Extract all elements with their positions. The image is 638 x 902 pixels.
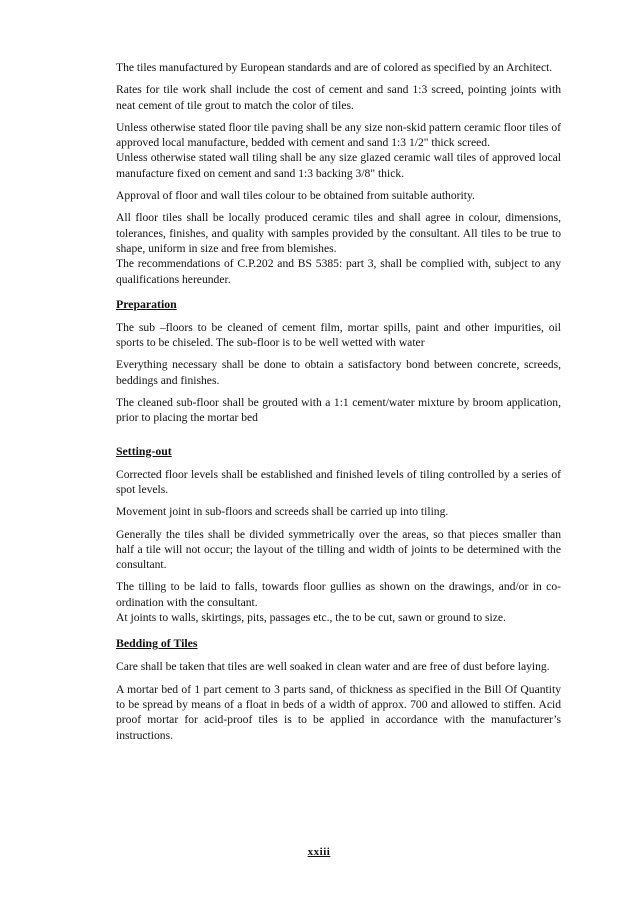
setting-out-paragraph-5: At joints to walls, skirtings, pits, passages etc., the to be cut, sawn or ground to size.: [116, 611, 506, 625]
section-heading-setting-out: Setting-out: [116, 443, 172, 458]
intro-paragraph-1: The tiles manufactured by European standards and are of colored as specified by an Architect.: [116, 61, 553, 74]
page-number: xxiii: [307, 846, 331, 858]
bedding-paragraph-1: Care shall be taken that tiles are well soaked in clean water and are free of dust before laying.: [116, 660, 550, 674]
intro-paragraph-7: The recommendations of C.P.202 and BS 5385: part 3, shall be complied with, subject to any qualifications hereunder.: [116, 257, 561, 286]
setting-out-paragraph-3: Generally the tiles shall be divided symmetrically over the areas, so that pieces smaller than half a tile will not occur; the layout of the tilling and width of joints to be determined with the consultant.: [116, 527, 561, 572]
intro-paragraph-3: Unless otherwise stated floor tile paving shall be any size non-skid pattern ceramic floor tiles of approved local manufacture, bedded with cement and sand 1:3 1/2" thick screed.: [116, 120, 561, 150]
bedding-paragraph-2: A mortar bed of 1 part cement to 3 parts sand, of thickness as specified in the Bill Of Quantity to be spread by means of a float in beds of a width of approx. 700 and allowed to stiffen. Acid proof mortar for acid-proof tiles is to be applied in accordance with the manufacturer’s instructions.: [116, 682, 561, 742]
intro-paragraph-5: Approval of floor and wall tiles colour to be obtained from suitable authority.: [116, 189, 475, 203]
preparation-paragraph-3: The cleaned sub-floor shall be grouted with a 1:1 cement/water mixture by broom application, prior to placing the mortar bed: [116, 396, 561, 425]
setting-out-paragraph-2: Movement joint in sub-floors and screeds shall be carried up into tiling.: [116, 505, 449, 519]
setting-out-paragraph-1: Corrected floor levels shall be established and finished levels of tiling controlled by a series of spot levels.: [116, 467, 561, 496]
setting-out-paragraph-4: The tilling to be laid to falls, towards floor gullies as shown on the drawings, and/or in co-ordination with the consultant.: [116, 580, 561, 609]
intro-paragraph-4: Unless otherwise stated wall tiling shall be any size glazed ceramic wall tiles of approved local manufacture fixed on cement and sand 1:3 backing 3/8" thick.: [116, 151, 561, 180]
intro-paragraph-6: All floor tiles shall be locally produced ceramic tiles and shall agree in colour, dimensions, tolerances, finishes, and quality with samples provided by the consultant. All tiles to be true to shape, uniform in size and free from blemishes.: [116, 211, 561, 255]
intro-paragraph-2: Rates for tile work shall include the cost of cement and sand 1:3 screed, pointing joints with neat cement of tile grout to match the color of tiles.: [116, 83, 561, 112]
preparation-paragraph-1: The sub –floors to be cleaned of cement film, mortar spills, paint and other impurities, oil sports to be chiseled. The sub-floor is to be well wetted with water: [116, 320, 561, 350]
preparation-paragraph-2: Everything necessary shall be done to obtain a satisfactory bond between concrete, screeds, beddings and finishes.: [116, 358, 561, 387]
section-heading-bedding-of-tiles: Bedding of Tiles: [116, 636, 198, 651]
document-page: [116, 60, 561, 750]
section-heading-preparation: Preparation: [116, 296, 177, 311]
